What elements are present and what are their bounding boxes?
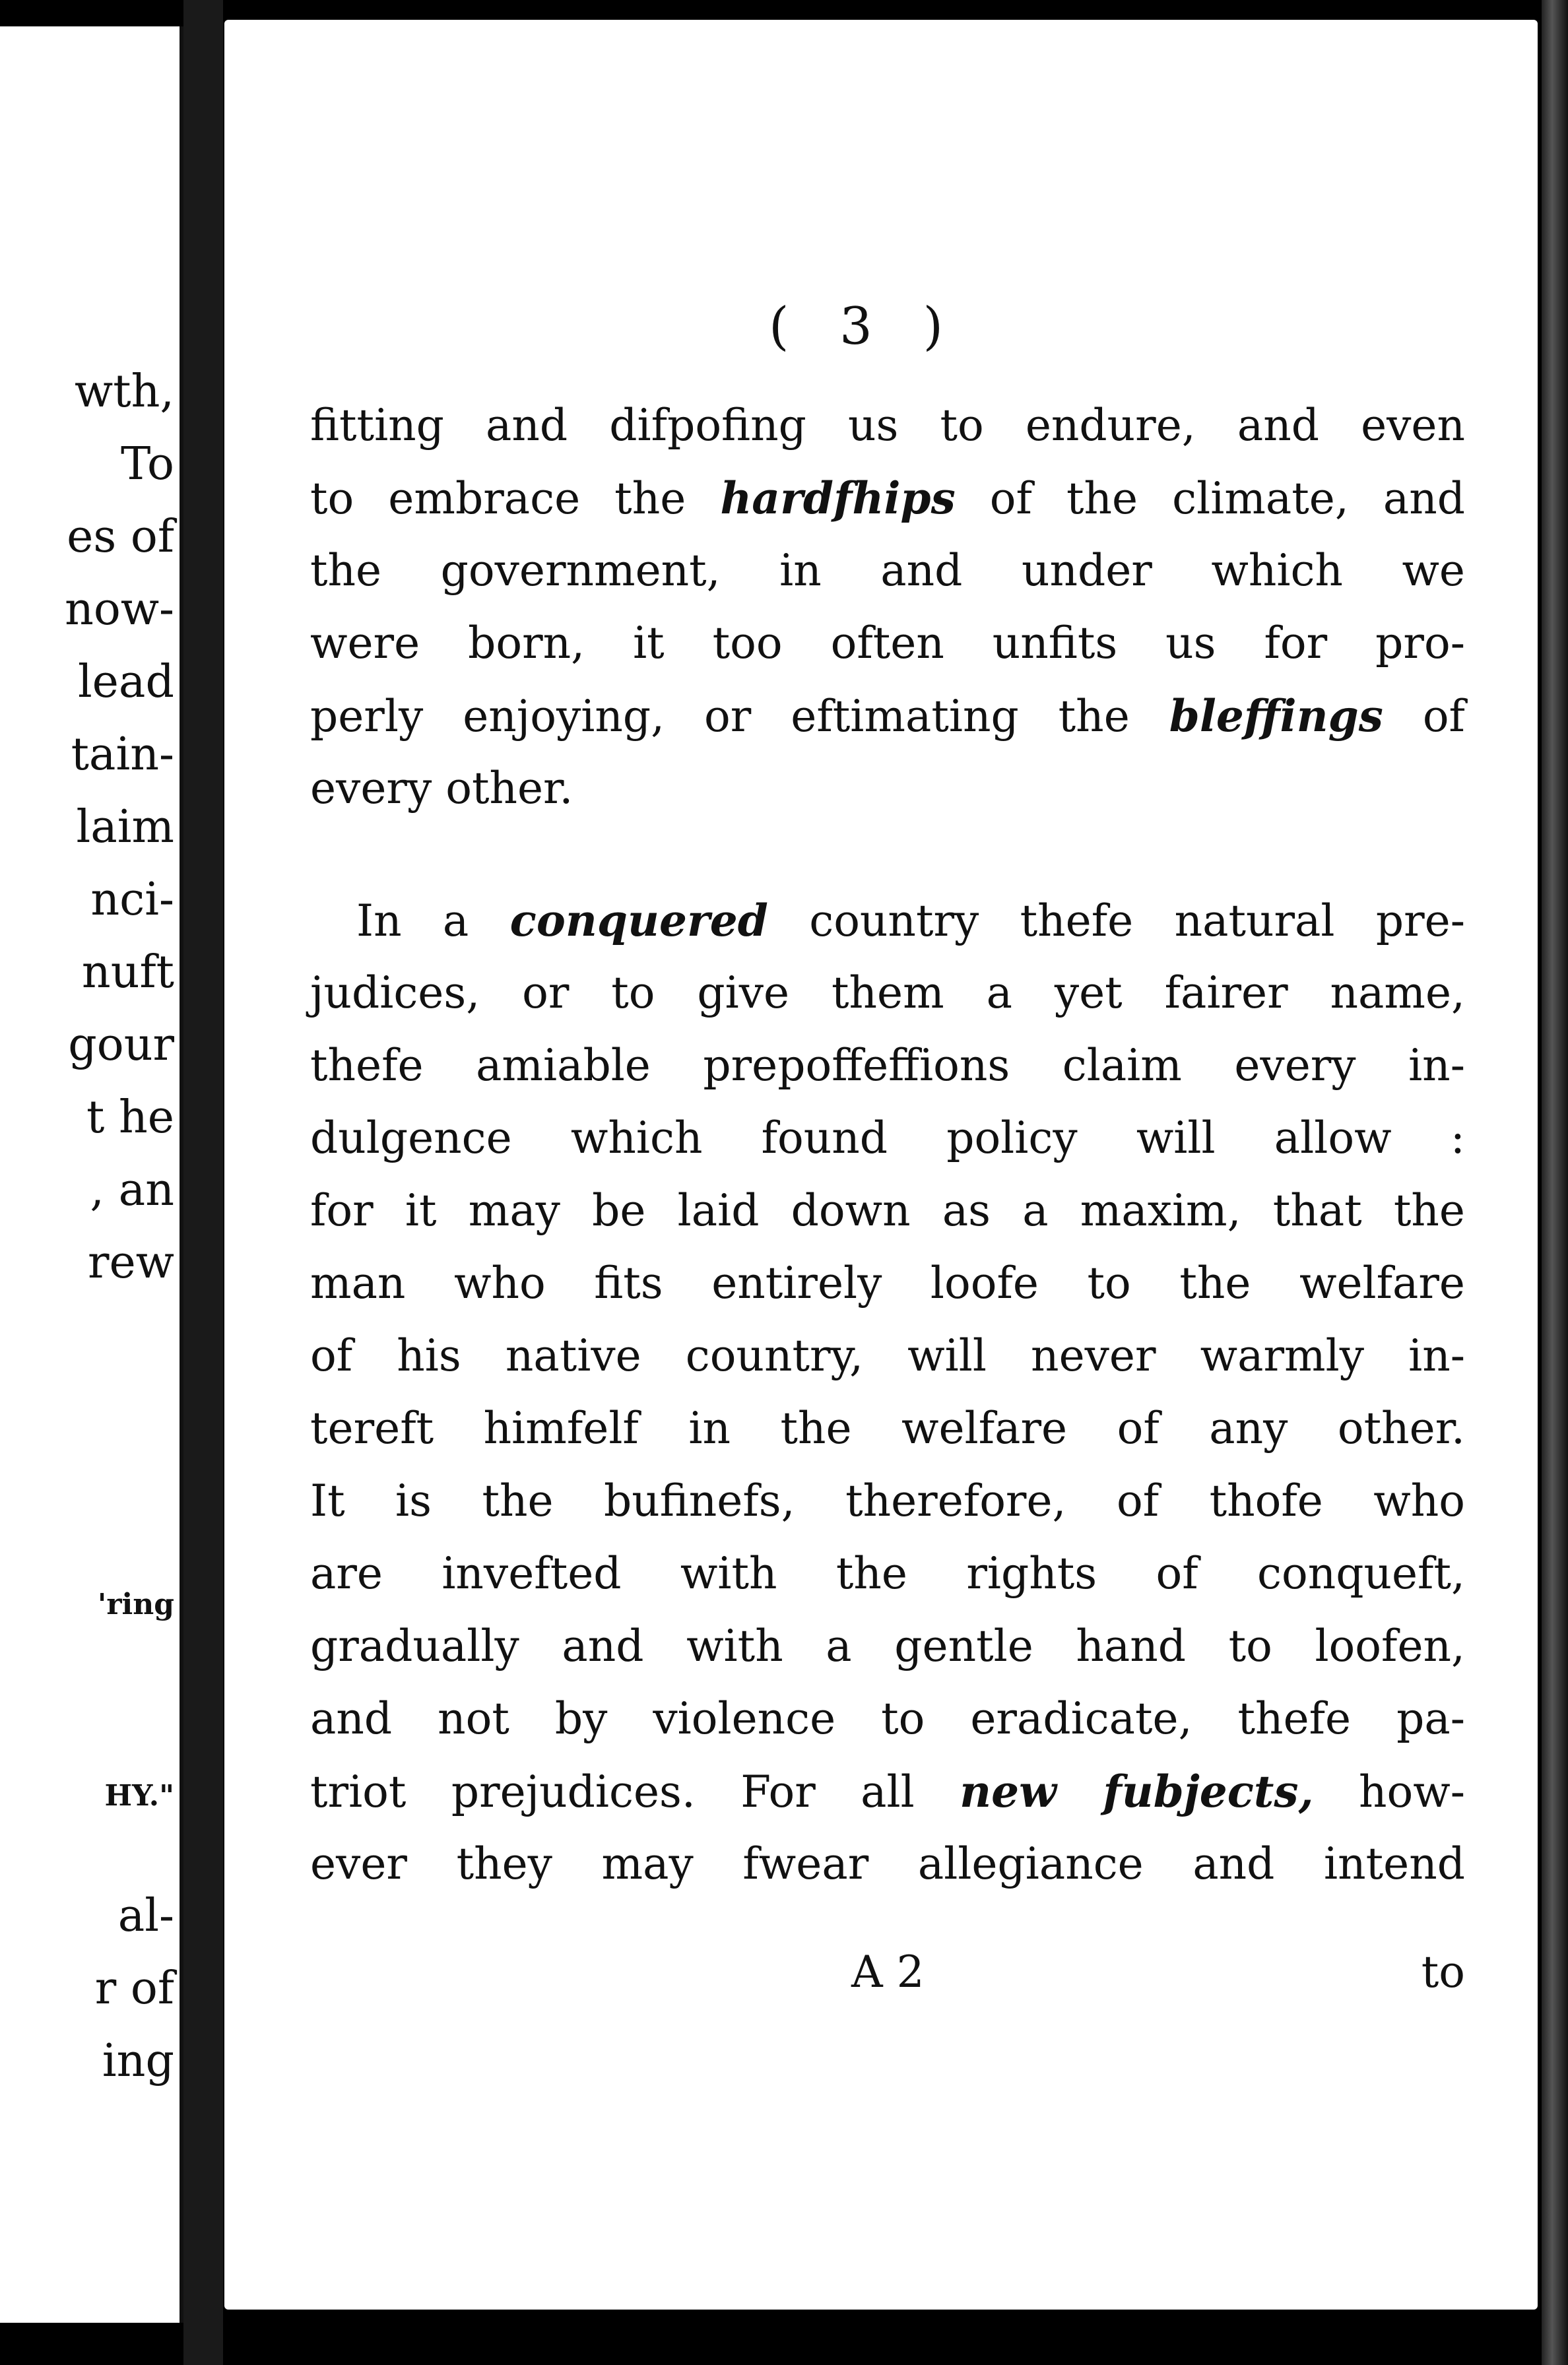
book-gutter: [183, 0, 223, 2365]
text-line: triot prejudices. For all new fubjects, how-: [310, 1766, 1466, 1817]
left-page-line: 'ring: [97, 1588, 174, 1621]
left-page-line: gour: [68, 1019, 174, 1071]
page-footer: [310, 1947, 1465, 2019]
italic-word: hardfhips: [720, 472, 956, 524]
left-page-line: es of: [67, 511, 174, 563]
left-page-line: rew: [88, 1237, 174, 1289]
text-line: perly enjoying, or eftimating the bleffings of: [310, 690, 1465, 742]
catchword: to: [1421, 1947, 1465, 1997]
text-line: gradually and with a gentle hand to loofen,: [310, 1621, 1465, 1671]
text-line: for it may be laid down as a maxim, that the: [310, 1185, 1465, 1236]
text-line: man who fits entirely loofe to the welfare: [310, 1258, 1465, 1309]
text-line: of his native country, will never warmly in-: [310, 1330, 1465, 1381]
left-page-line: lead: [77, 656, 174, 708]
text-line: In a conquered country thefe natural pre-: [356, 895, 1465, 946]
left-page-line: wth,: [75, 366, 174, 418]
left-page-line: now-: [65, 583, 174, 635]
left-page-line: r of: [94, 1962, 174, 2015]
page-number: ( 3 ): [768, 297, 961, 356]
left-page-line: nuft: [81, 946, 174, 998]
italic-word: bleffings: [1169, 690, 1383, 742]
main-page: [224, 20, 1538, 2310]
left-page-line: laim: [76, 801, 174, 853]
text-line: fitting and difpofing us to endure, and even: [310, 400, 1465, 451]
text-line: thefe amiable prepoffeffions claim every in-: [310, 1040, 1465, 1091]
left-page-line: To: [120, 438, 174, 490]
text-line: ever they may fwear allegiance and intend: [310, 1838, 1465, 1889]
text-line: dulgence which found policy will allow :: [310, 1113, 1465, 1163]
paragraph-gap: [310, 825, 1465, 884]
left-page-line: t he: [86, 1091, 174, 1144]
left-page-line: , an: [90, 1164, 174, 1216]
text-line: judices, or to give them a yet fairer name,: [310, 967, 1465, 1018]
right-book-edge: [1542, 0, 1568, 2365]
text-line: were born, it too often unfits us for pro-: [310, 618, 1465, 668]
text-line: the government, in and under which we: [310, 545, 1465, 596]
left-page-line: ing: [102, 2035, 174, 2087]
left-page-line: nci-: [90, 874, 174, 926]
signature-mark: A 2: [851, 1947, 925, 1997]
italic-word: conquered: [509, 895, 768, 946]
left-facing-page: [0, 26, 183, 2323]
left-page-line: HY.": [104, 1779, 174, 1813]
left-page-line: al-: [117, 1890, 174, 1942]
body-text: [310, 389, 1465, 1900]
text-line: to embrace the hardfhips of the climate, and: [310, 472, 1465, 524]
text-line: tereft himfelf in the welfare of any other.: [310, 1403, 1465, 1454]
text-line: are invefted with the rights of conqueft,: [310, 1548, 1465, 1599]
text-line: It is the bufinefs, therefore, of thofe who: [310, 1475, 1465, 1526]
left-page-line: tain-: [71, 729, 174, 781]
text-line: and not by violence to eradicate, thefe pa-: [310, 1693, 1465, 1744]
italic-word: new fubjects,: [960, 1766, 1314, 1817]
text-line: every other.: [310, 763, 573, 814]
